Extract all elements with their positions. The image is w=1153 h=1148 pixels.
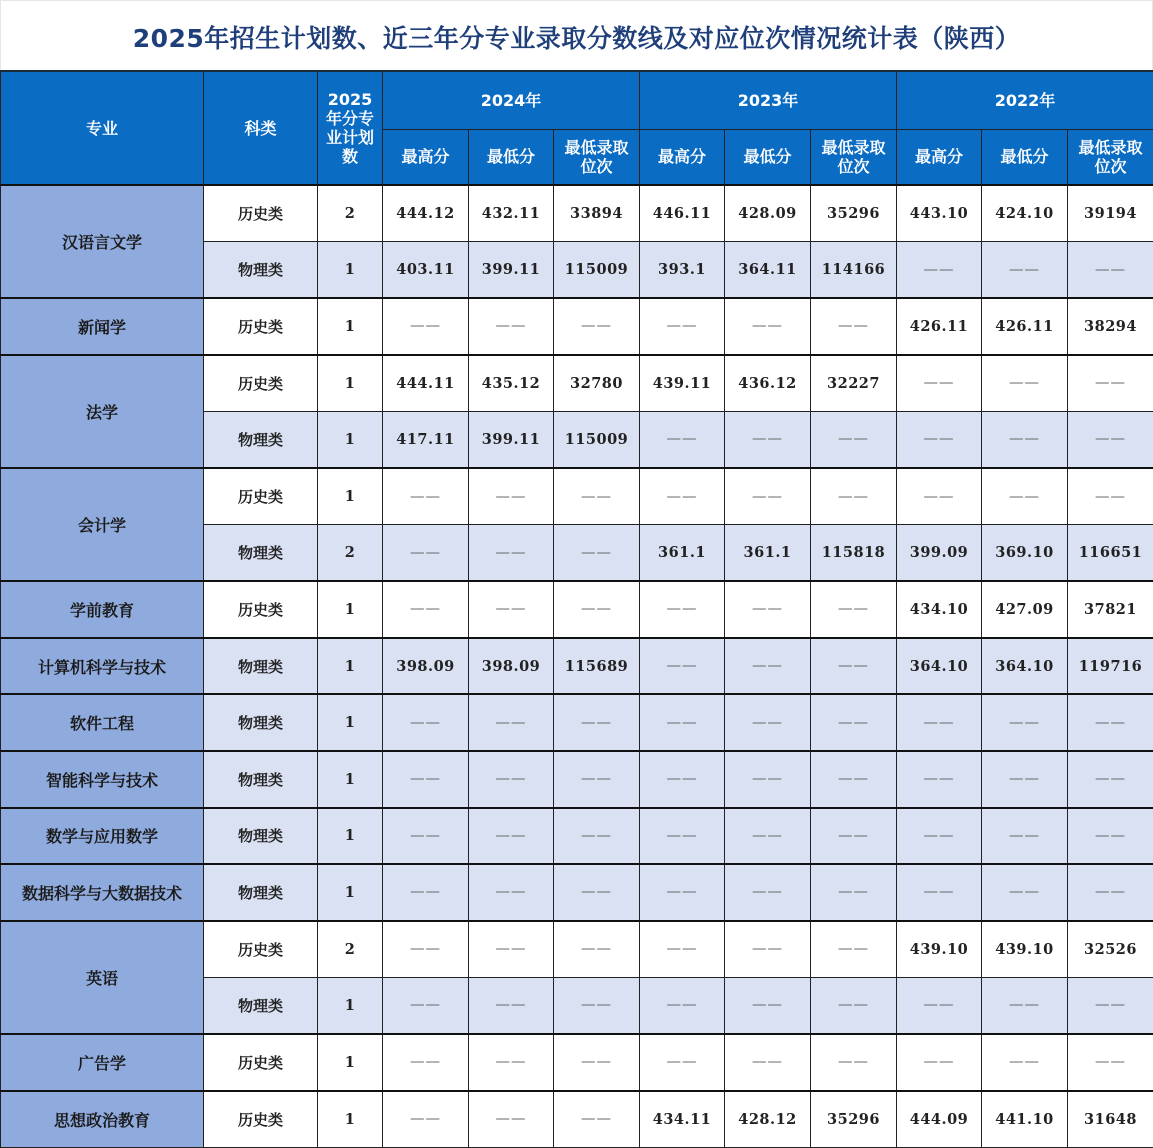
score-cell-2024-min: 432.11 [469, 185, 554, 242]
score-cell-2022-min: 364.10 [982, 638, 1068, 695]
category-cell: 物理类 [204, 864, 318, 921]
score-cell-2022-min: —— [982, 977, 1068, 1034]
score-cell-2024-min: 435.12 [469, 355, 554, 412]
score-cell-2023-min: —— [725, 808, 811, 865]
score-cell-2023-max: —— [640, 298, 725, 355]
score-cell-2023-min: —— [725, 468, 811, 525]
score-cell-2022-max: —— [897, 411, 982, 468]
score-cell-2023-rank: 35296 [811, 185, 897, 242]
table-row [1, 1091, 1153, 1148]
score-cell-2022-rank: —— [1068, 411, 1153, 468]
score-cell-2023-max: —— [640, 864, 725, 921]
header-2024-min: 最低分 [469, 129, 554, 185]
admission-score-table [0, 70, 1153, 1148]
score-cell-2023-min: —— [725, 638, 811, 695]
score-cell-2024-rank: 33894 [554, 185, 640, 242]
score-cell-2022-min: 439.10 [982, 921, 1068, 978]
score-cell-2023-max: —— [640, 694, 725, 751]
score-cell-2022-rank: 39194 [1068, 185, 1153, 242]
score-cell-2023-max: —— [640, 638, 725, 695]
header-year-2022: 2022年 [897, 71, 1153, 129]
score-cell-2023-min: —— [725, 581, 811, 638]
score-cell-2023-rank: —— [811, 864, 897, 921]
plan-count-cell: 1 [318, 468, 383, 525]
score-cell-2023-max: —— [640, 1034, 725, 1091]
score-cell-2024-min: 398.09 [469, 638, 554, 695]
score-cell-2024-rank: 32780 [554, 355, 640, 412]
score-cell-2023-max: 439.11 [640, 355, 725, 412]
score-cell-2023-min: —— [725, 751, 811, 808]
plan-count-cell: 1 [318, 808, 383, 865]
major-cell: 计算机科学与技术 [1, 638, 204, 695]
score-cell-2022-max: 426.11 [897, 298, 982, 355]
score-cell-2024-rank: —— [554, 694, 640, 751]
header-2022-max: 最高分 [897, 129, 982, 185]
score-cell-2022-rank: 32526 [1068, 921, 1153, 978]
category-cell: 历史类 [204, 1034, 318, 1091]
score-cell-2023-rank: 114166 [811, 242, 897, 299]
score-cell-2022-min: —— [982, 355, 1068, 412]
major-cell: 会计学 [1, 468, 204, 581]
score-cell-2022-max: —— [897, 864, 982, 921]
score-cell-2022-min: —— [982, 1034, 1068, 1091]
score-cell-2022-rank: —— [1068, 977, 1153, 1034]
score-cell-2024-max: —— [383, 581, 469, 638]
score-cell-2023-min: —— [725, 1034, 811, 1091]
major-cell: 思想政治教育 [1, 1091, 204, 1148]
plan-count-cell: 1 [318, 298, 383, 355]
plan-count-cell: 1 [318, 411, 383, 468]
score-cell-2022-min: —— [982, 242, 1068, 299]
score-cell-2024-max: —— [383, 298, 469, 355]
plan-count-cell: 2 [318, 525, 383, 582]
score-cell-2024-min: —— [469, 1091, 554, 1148]
table-row [1, 298, 1153, 355]
score-cell-2023-rank: —— [811, 694, 897, 751]
score-cell-2023-max: 393.1 [640, 242, 725, 299]
plan-count-cell: 1 [318, 751, 383, 808]
score-cell-2022-max: —— [897, 751, 982, 808]
plan-count-cell: 1 [318, 1091, 383, 1148]
score-cell-2023-rank: —— [811, 808, 897, 865]
score-cell-2024-max: —— [383, 1034, 469, 1091]
score-cell-2023-min: —— [725, 921, 811, 978]
score-cell-2022-rank: —— [1068, 1034, 1153, 1091]
score-cell-2022-min: —— [982, 864, 1068, 921]
score-cell-2023-rank: 32227 [811, 355, 897, 412]
category-cell: 物理类 [204, 638, 318, 695]
score-cell-2022-rank: —— [1068, 751, 1153, 808]
category-cell: 物理类 [204, 977, 318, 1034]
category-cell: 历史类 [204, 581, 318, 638]
plan-count-cell: 1 [318, 1034, 383, 1091]
score-cell-2022-min: —— [982, 751, 1068, 808]
score-cell-2023-rank: —— [811, 638, 897, 695]
category-cell: 物理类 [204, 242, 318, 299]
score-cell-2022-rank: —— [1068, 864, 1153, 921]
score-cell-2024-max: —— [383, 468, 469, 525]
score-cell-2024-rank: 115009 [554, 411, 640, 468]
plan-count-cell: 1 [318, 581, 383, 638]
score-cell-2022-min: 441.10 [982, 1091, 1068, 1148]
score-cell-2023-max: —— [640, 977, 725, 1034]
score-cell-2024-max: —— [383, 694, 469, 751]
score-cell-2022-min: 369.10 [982, 525, 1068, 582]
score-cell-2024-rank: —— [554, 525, 640, 582]
category-cell: 历史类 [204, 355, 318, 412]
score-cell-2024-min: —— [469, 808, 554, 865]
score-cell-2024-min: —— [469, 1034, 554, 1091]
table-row [1, 751, 1153, 808]
score-cell-2024-rank: 115689 [554, 638, 640, 695]
score-cell-2023-rank: —— [811, 468, 897, 525]
score-cell-2023-rank: —— [811, 581, 897, 638]
major-cell: 汉语言文学 [1, 185, 204, 298]
plan-count-cell: 1 [318, 977, 383, 1034]
header-2024-rank: 最低录取位次 [554, 129, 640, 185]
score-cell-2022-min: —— [982, 411, 1068, 468]
plan-count-cell: 2 [318, 185, 383, 242]
score-cell-2022-rank: 31648 [1068, 1091, 1153, 1148]
category-cell: 物理类 [204, 808, 318, 865]
score-cell-2024-rank: —— [554, 808, 640, 865]
score-cell-2022-rank: 116651 [1068, 525, 1153, 582]
score-cell-2024-rank: —— [554, 751, 640, 808]
plan-count-cell: 1 [318, 864, 383, 921]
major-cell: 新闻学 [1, 298, 204, 355]
major-cell: 数据科学与大数据技术 [1, 864, 204, 921]
score-cell-2024-max: 398.09 [383, 638, 469, 695]
score-cell-2023-min: —— [725, 977, 811, 1034]
major-cell: 智能科学与技术 [1, 751, 204, 808]
score-cell-2023-rank: 35296 [811, 1091, 897, 1148]
score-cell-2024-max: —— [383, 525, 469, 582]
plan-count-cell: 1 [318, 694, 383, 751]
category-cell: 物理类 [204, 751, 318, 808]
score-cell-2023-max: —— [640, 411, 725, 468]
score-cell-2022-rank: 38294 [1068, 298, 1153, 355]
score-cell-2022-min: 424.10 [982, 185, 1068, 242]
score-cell-2023-rank: —— [811, 1034, 897, 1091]
score-cell-2022-rank: —— [1068, 468, 1153, 525]
table-row [1, 921, 1153, 978]
score-cell-2024-max: —— [383, 751, 469, 808]
score-cell-2022-rank: —— [1068, 242, 1153, 299]
score-cell-2022-min: 427.09 [982, 581, 1068, 638]
score-cell-2022-min: —— [982, 694, 1068, 751]
score-cell-2022-max: 444.09 [897, 1091, 982, 1148]
category-cell: 物理类 [204, 525, 318, 582]
category-cell: 历史类 [204, 921, 318, 978]
score-cell-2024-min: 399.11 [469, 242, 554, 299]
score-cell-2024-max: 444.11 [383, 355, 469, 412]
score-cell-2024-max: —— [383, 808, 469, 865]
score-cell-2022-max: 443.10 [897, 185, 982, 242]
score-cell-2024-max: —— [383, 864, 469, 921]
table-row [1, 1034, 1153, 1091]
score-cell-2024-rank: —— [554, 864, 640, 921]
score-cell-2022-max: —— [897, 694, 982, 751]
score-cell-2024-rank: —— [554, 921, 640, 978]
score-cell-2023-min: —— [725, 864, 811, 921]
score-cell-2023-rank: —— [811, 751, 897, 808]
score-cell-2023-max: —— [640, 808, 725, 865]
score-cell-2024-min: —— [469, 298, 554, 355]
table-body [1, 185, 1153, 1147]
table-row [1, 581, 1153, 638]
score-cell-2022-min: —— [982, 808, 1068, 865]
score-cell-2022-max: —— [897, 468, 982, 525]
score-cell-2022-max: 439.10 [897, 921, 982, 978]
score-cell-2022-min: 426.11 [982, 298, 1068, 355]
major-cell: 数学与应用数学 [1, 808, 204, 865]
score-cell-2024-rank: 115009 [554, 242, 640, 299]
score-cell-2022-rank: 119716 [1068, 638, 1153, 695]
score-cell-2024-max: —— [383, 921, 469, 978]
table-row [1, 694, 1153, 751]
category-cell: 历史类 [204, 468, 318, 525]
score-cell-2024-min: —— [469, 694, 554, 751]
score-cell-2023-max: —— [640, 468, 725, 525]
score-cell-2022-rank: —— [1068, 355, 1153, 412]
score-cell-2023-min: 361.1 [725, 525, 811, 582]
score-cell-2023-rank: —— [811, 411, 897, 468]
score-cell-2023-rank: 115818 [811, 525, 897, 582]
category-cell: 物理类 [204, 694, 318, 751]
score-cell-2022-max: 399.09 [897, 525, 982, 582]
header-2022-rank: 最低录取位次 [1068, 129, 1153, 185]
header-2023-rank: 最低录取位次 [811, 129, 897, 185]
category-cell: 历史类 [204, 185, 318, 242]
score-cell-2022-min: —— [982, 468, 1068, 525]
score-cell-2022-max: —— [897, 355, 982, 412]
score-cell-2022-max: —— [897, 808, 982, 865]
score-cell-2024-min: —— [469, 525, 554, 582]
major-cell: 英语 [1, 921, 204, 1034]
score-cell-2024-rank: —— [554, 977, 640, 1034]
plan-count-cell: 1 [318, 355, 383, 412]
table-row [1, 808, 1153, 865]
category-cell: 物理类 [204, 411, 318, 468]
score-cell-2023-min: —— [725, 694, 811, 751]
table-row [1, 864, 1153, 921]
header-2023-min: 最低分 [725, 129, 811, 185]
score-cell-2024-rank: —— [554, 468, 640, 525]
score-cell-2023-max: —— [640, 751, 725, 808]
score-cell-2022-max: —— [897, 977, 982, 1034]
score-cell-2023-rank: —— [811, 921, 897, 978]
plan-count-cell: 1 [318, 242, 383, 299]
major-cell: 学前教育 [1, 581, 204, 638]
score-cell-2022-max: —— [897, 1034, 982, 1091]
score-cell-2023-max: 446.11 [640, 185, 725, 242]
header-major: 专业 [1, 71, 204, 185]
score-cell-2024-max: —— [383, 1091, 469, 1148]
header-category: 科类 [204, 71, 318, 185]
table-row [1, 638, 1153, 695]
score-cell-2023-min: —— [725, 411, 811, 468]
score-cell-2023-min: 428.12 [725, 1091, 811, 1148]
score-cell-2024-min: —— [469, 581, 554, 638]
header-year-2024: 2024年 [383, 71, 640, 129]
header-2023-max: 最高分 [640, 129, 725, 185]
major-cell: 软件工程 [1, 694, 204, 751]
major-cell: 广告学 [1, 1034, 204, 1091]
major-cell: 法学 [1, 355, 204, 468]
score-cell-2024-max: —— [383, 977, 469, 1034]
score-cell-2024-max: 403.11 [383, 242, 469, 299]
score-cell-2022-max: 364.10 [897, 638, 982, 695]
score-cell-2023-min: 364.11 [725, 242, 811, 299]
score-cell-2022-max: 434.10 [897, 581, 982, 638]
category-cell: 历史类 [204, 1091, 318, 1148]
score-cell-2024-rank: —— [554, 581, 640, 638]
score-cell-2024-max: 444.12 [383, 185, 469, 242]
plan-count-cell: 1 [318, 638, 383, 695]
score-cell-2023-min: —— [725, 298, 811, 355]
score-cell-2023-max: 361.1 [640, 525, 725, 582]
score-cell-2024-max: 417.11 [383, 411, 469, 468]
header-2022-min: 最低分 [982, 129, 1068, 185]
score-cell-2024-min: —— [469, 468, 554, 525]
score-cell-2023-max: 434.11 [640, 1091, 725, 1148]
score-cell-2024-min: —— [469, 751, 554, 808]
plan-count-cell: 2 [318, 921, 383, 978]
header-plan-2025: 2025年分专业计划数 [318, 71, 383, 185]
score-cell-2024-min: —— [469, 921, 554, 978]
category-cell: 历史类 [204, 298, 318, 355]
header-2024-max: 最高分 [383, 129, 469, 185]
header-year-2023: 2023年 [640, 71, 897, 129]
score-cell-2022-rank: —— [1068, 694, 1153, 751]
score-cell-2024-min: 399.11 [469, 411, 554, 468]
score-cell-2023-max: —— [640, 921, 725, 978]
table-row [1, 355, 1153, 412]
score-cell-2024-rank: —— [554, 1034, 640, 1091]
score-cell-2023-max: —— [640, 581, 725, 638]
score-cell-2023-rank: —— [811, 977, 897, 1034]
score-cell-2024-rank: —— [554, 1091, 640, 1148]
score-cell-2022-rank: 37821 [1068, 581, 1153, 638]
score-cell-2024-rank: —— [554, 298, 640, 355]
table-row [1, 468, 1153, 525]
page-title: 2025年招生计划数、近三年分专业录取分数线及对应位次情况统计表（陕西） [0, 0, 1153, 70]
score-cell-2023-rank: —— [811, 298, 897, 355]
score-cell-2023-min: 428.09 [725, 185, 811, 242]
score-cell-2024-min: —— [469, 977, 554, 1034]
score-cell-2023-min: 436.12 [725, 355, 811, 412]
table-row [1, 185, 1153, 242]
score-cell-2022-rank: —— [1068, 808, 1153, 865]
score-cell-2024-min: —— [469, 864, 554, 921]
score-cell-2022-max: —— [897, 242, 982, 299]
table-header [1, 71, 1153, 185]
